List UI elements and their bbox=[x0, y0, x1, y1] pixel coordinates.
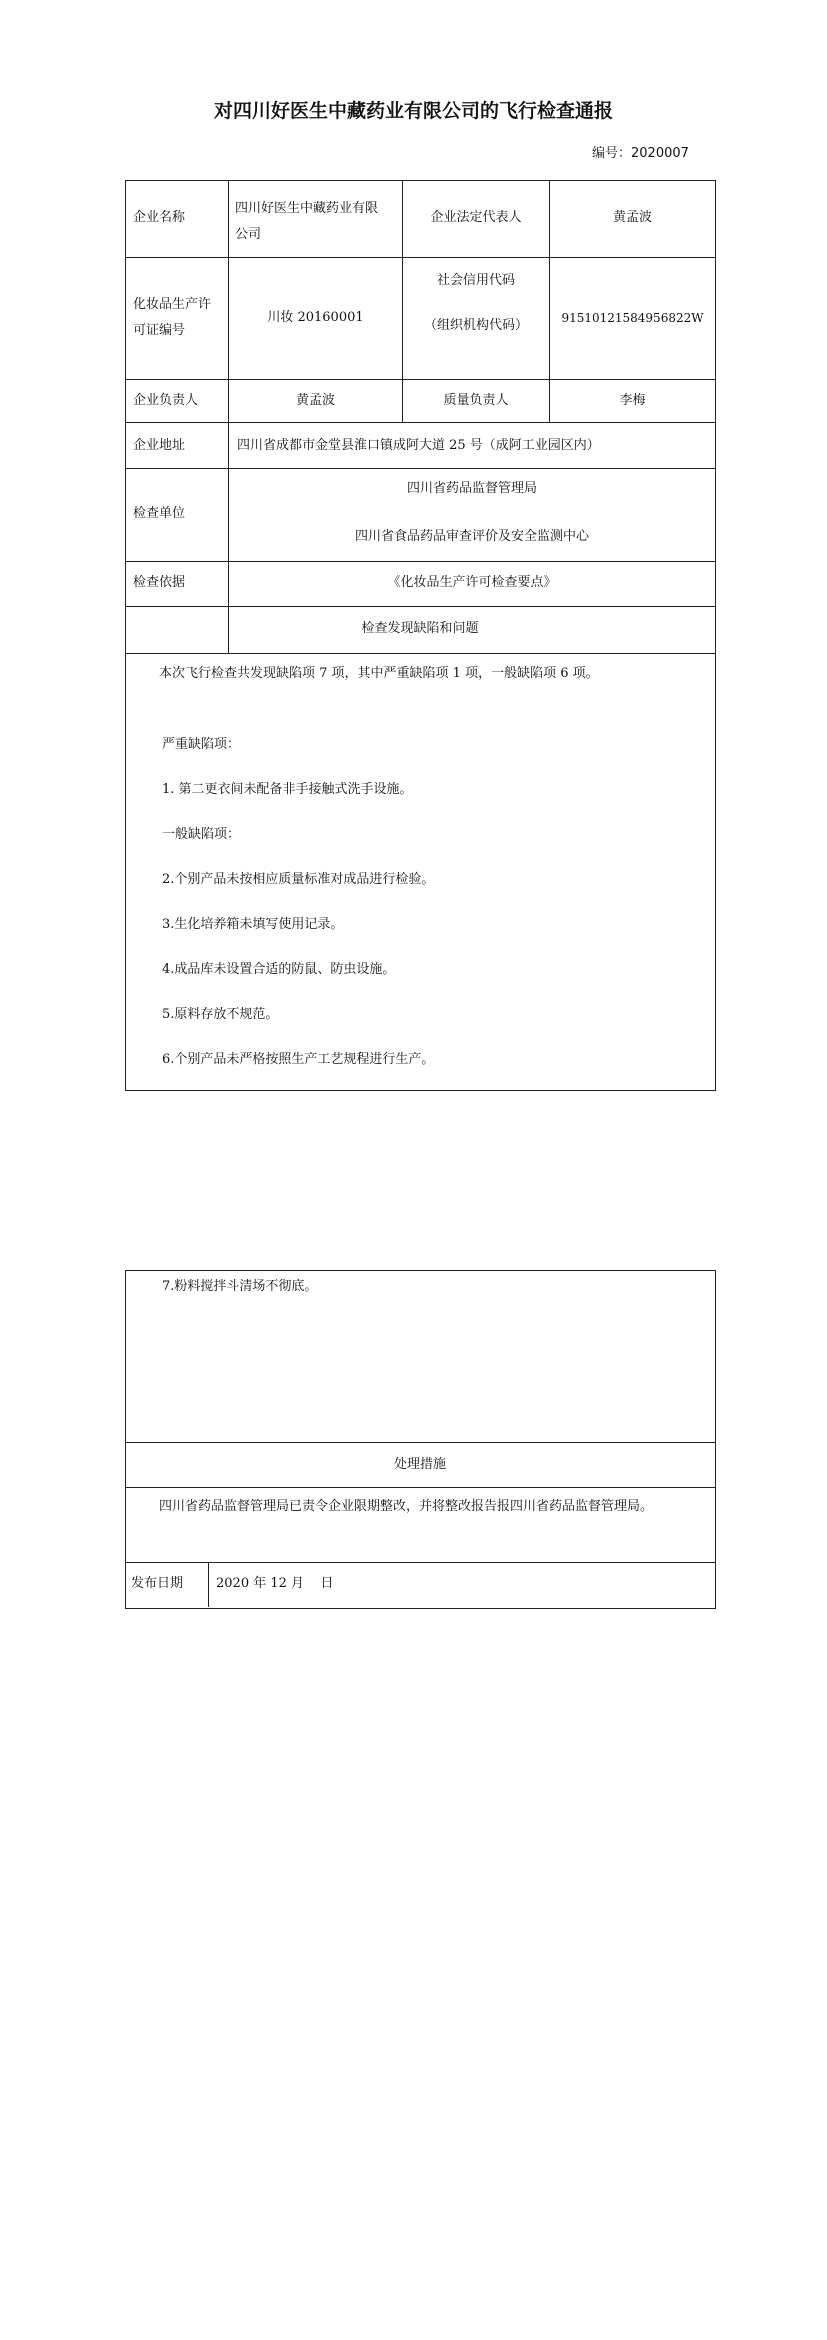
continuation-table bbox=[125, 1270, 716, 1609]
defect-item: 5.原料存放不规范。 bbox=[162, 1007, 279, 1022]
defect-item: 7.粉料搅拌斗清场不彻底。 bbox=[162, 1279, 318, 1294]
address-label: 企业地址 bbox=[133, 438, 186, 453]
address-value: 四川省成都市金堂县淮口镇成阿大道 25 号（成阿工业园区内） bbox=[237, 438, 600, 453]
inspection-basis-value: 《化妆品生产许可检查要点》 bbox=[387, 575, 557, 590]
company-name-value: 四川好医生中藏药业有限公司 bbox=[235, 201, 379, 242]
license-label: 化妆品生产许可证编号 bbox=[133, 297, 212, 338]
inspection-unit-label: 检查单位 bbox=[133, 506, 186, 521]
company-name-label: 企业名称 bbox=[133, 210, 186, 225]
legal-rep-value: 黄孟波 bbox=[612, 210, 652, 225]
quality-label: 质量负责人 bbox=[443, 393, 509, 408]
defect-item: 2.个别产品未按相应质量标准对成品进行检验。 bbox=[162, 872, 435, 887]
credit-code-value: 91510121584956822W bbox=[561, 311, 704, 325]
general-defects-title: 一般缺陷项： bbox=[162, 827, 241, 842]
principal-value: 黄孟波 bbox=[295, 393, 335, 408]
legal-rep-label: 企业法定代表人 bbox=[430, 210, 522, 225]
defect-item: 3.生化培养箱未填写使用记录。 bbox=[162, 917, 344, 932]
principal-label: 企业负责人 bbox=[133, 393, 199, 408]
document-number: 编号：2020007 bbox=[592, 146, 689, 161]
inspection-basis-label: 检查依据 bbox=[133, 575, 186, 590]
license-value: 川妆 20160001 bbox=[267, 310, 364, 325]
release-date-label: 发布日期 bbox=[131, 1576, 184, 1591]
credit-code-label-2: （组织机构代码） bbox=[423, 318, 528, 333]
measures-header: 处理措施 bbox=[393, 1457, 446, 1472]
page-title: 对四川好医生中藏药业有限公司的飞行检查通报 bbox=[213, 100, 613, 122]
serious-defects-title: 严重缺陷项： bbox=[162, 737, 241, 752]
defect-item: 1. 第二更衣间未配备非手接触式洗手设施。 bbox=[162, 782, 413, 797]
defects-header: 检查发现缺陷和问题 bbox=[361, 621, 479, 636]
defect-item: 6.个别产品未严格按照生产工艺规程进行生产。 bbox=[162, 1052, 435, 1067]
credit-code-label-1: 社会信用代码 bbox=[436, 273, 515, 288]
release-date-value: 2020 年 12 月 日 bbox=[216, 1576, 334, 1591]
inspection-unit-value-1: 四川省药品监督管理局 bbox=[406, 481, 537, 496]
inspection-unit-value-2: 四川省食品药品审查评价及安全监测中心 bbox=[354, 529, 589, 544]
quality-value: 李梅 bbox=[619, 393, 646, 408]
defect-item: 4.成品库未设置合适的防鼠、防虫设施。 bbox=[162, 962, 396, 977]
defects-summary: 本次飞行检查共发现缺陷项 7 项，其中严重缺陷项 1 项，一般缺陷项 6 项。 bbox=[159, 666, 599, 681]
measures-text: 四川省药品监督管理局已责令企业限期整改，并将整改报告报四川省药品监督管理局。 bbox=[159, 1499, 654, 1514]
